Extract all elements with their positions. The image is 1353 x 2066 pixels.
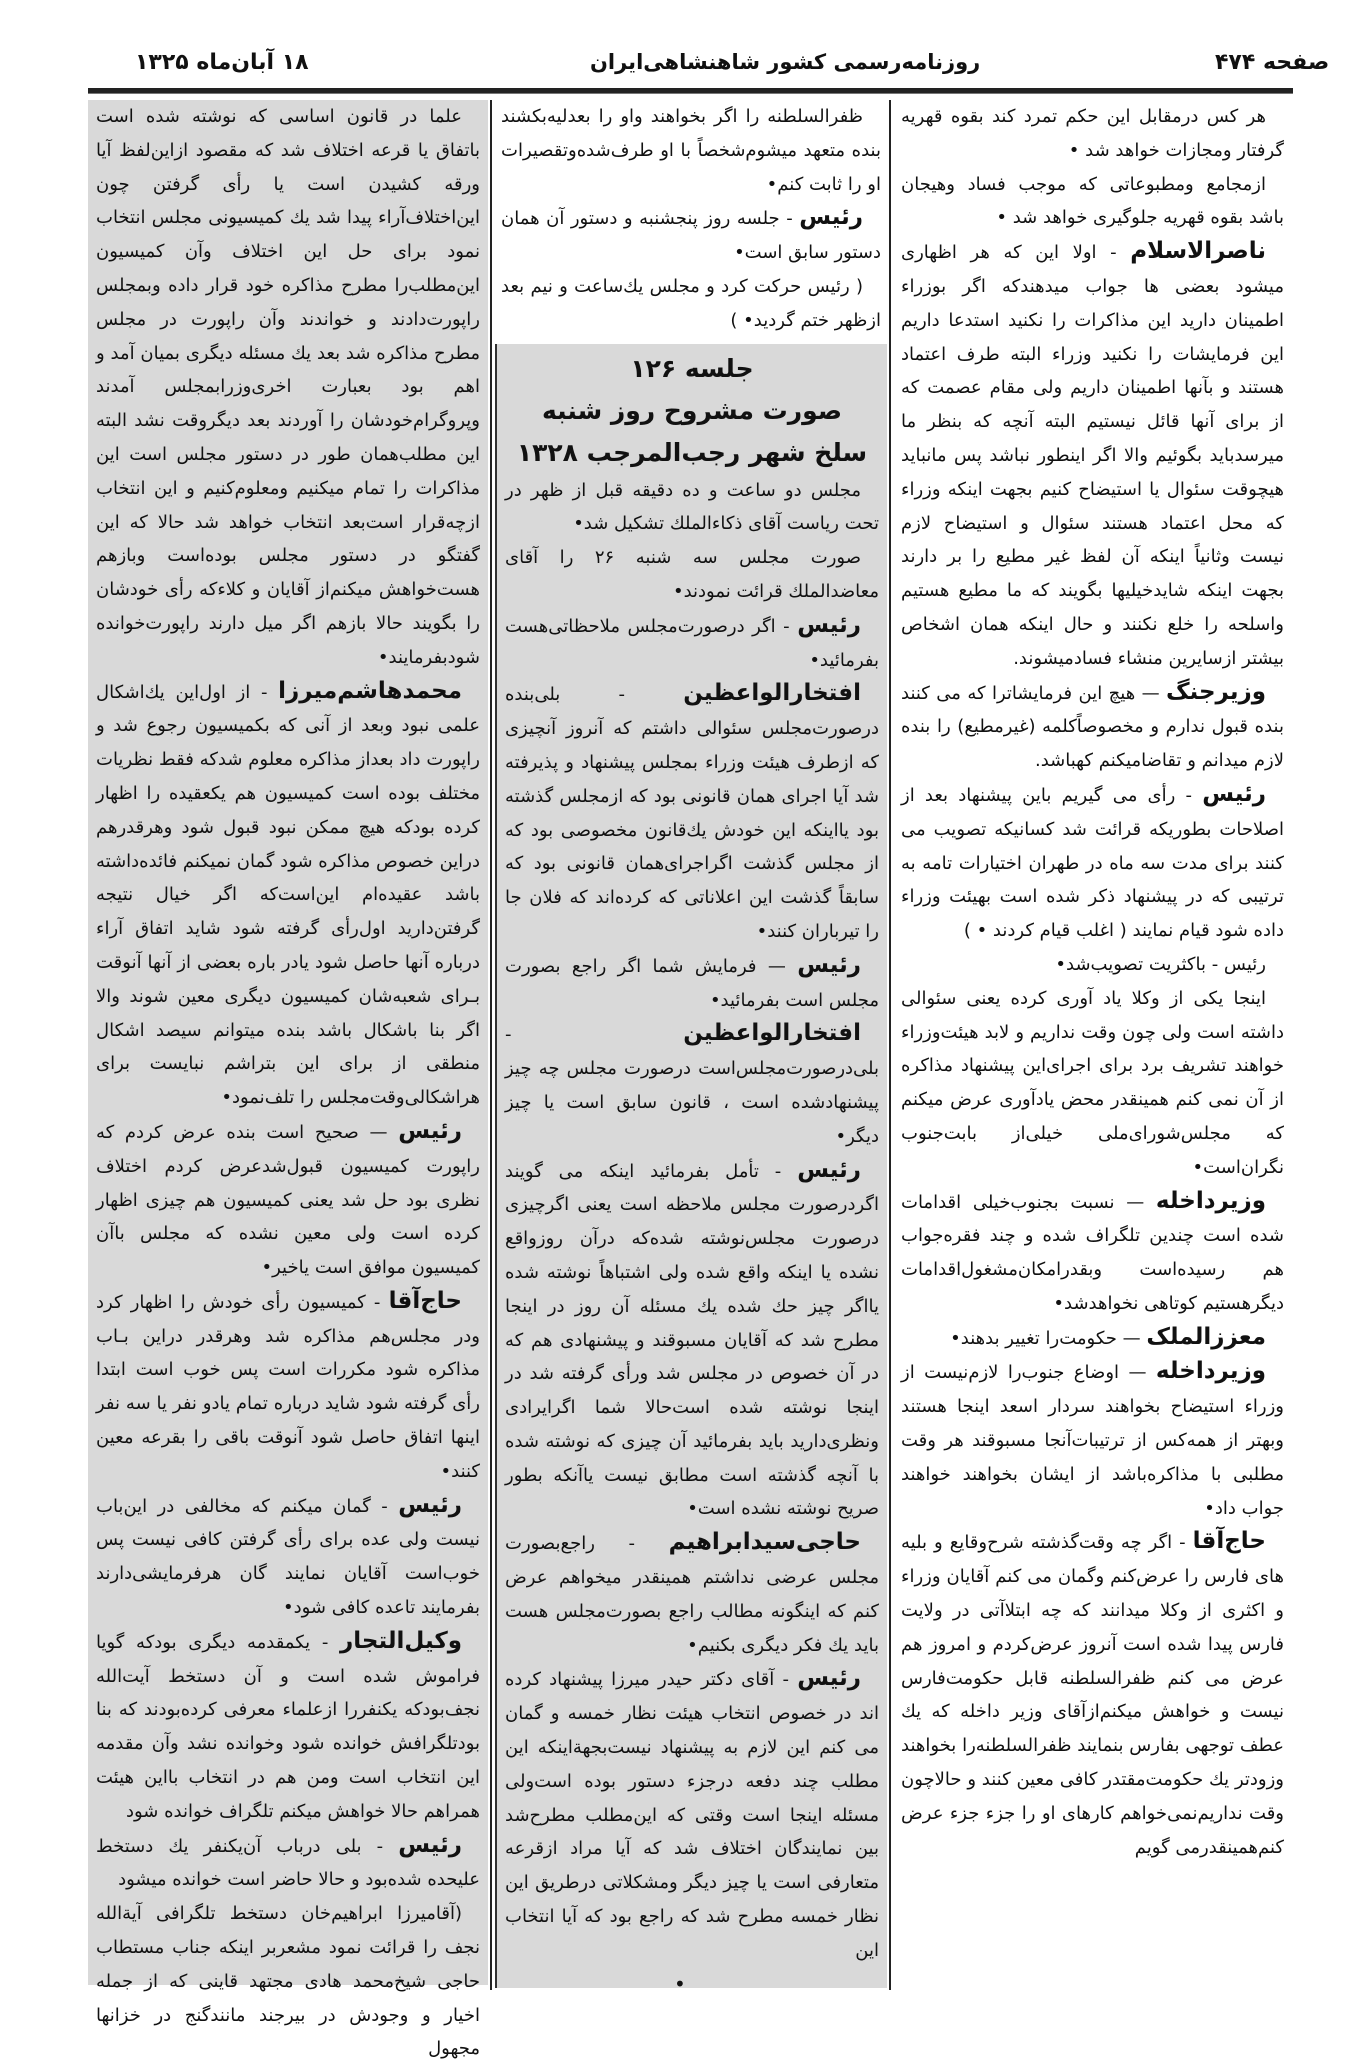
paragraph-text: - اولا این که هر اظهاری میشود بعضی ها جواب میدهندکه اگر بوزراء اطمینان دارید این مذاکرات را نکنید استدعا داریم این فرمایشات را نکنید وزراء البته طرف اعتماد هستند و بآنها اطمینان داریم ولی مقام عصمت که از برای آنها قائل نیستیم البته آنچه که بنظر ما میرسدباید بگوئیم والا اگر اینطور نباشد پس مانباید هیچوقت سئوال یا استیضاح کنیم بجهت اینکه وزراء که محل اعتماد هستند سئوال و استیضاح لازم نیست وثانیاً اینکه آن لفظ غیر مطیع را بر دارند بجهت اینکه شایدخیلیها بگویند که ما مطیع هستیم واسلحه را خلع نکنند و حال اینکه همان اشخاص بیشتر ازسایرین منشاء فسادمیشوند.: [901, 242, 1284, 669]
paragraph-text: ازمجامع ومطبوعاتی که موجب فساد وهیجان باشد بقوه قهریه جلوگیری خواهد شد •: [901, 173, 1284, 229]
paragraph: [505, 1662, 879, 1967]
paragraph-text: - بلی‌بنده درصورت‌مجلس سئوالی داشتم که آنروز آنچیزی که ازطرف هیئت وزراء بمجلس پیشنهاد و پذیرفته شد آیا اجرای همان قانونی بود که ازمجلس گذشته بود یااینکه این خودش یك‌قانون مخصوصی بود که از مجلس گذشت اگراجرای‌همان قانونی بود که سابقاً گذشت این اعلاناتی که کرده‌اند که فلان جا را تیرباران کنند•: [505, 684, 879, 942]
paragraph-text: - بلی‌درصورت‌مجلس‌است درصورت مجلس چه چیز پیشنهادشده است ، قانون سابق است یا چیز دیگر•: [505, 1024, 879, 1147]
paragraph-text: اینجا یکی از وکلا یاد آوری کرده یعنی سئوالی داشته است ولی چون وقت نداریم و لابد هیئت‌وزراء خواهند تشریف برد برای اجرای‌این پیشنهاد مذاکره از آن نمی کنم همینقدر محض یادآوری عرض میکنم که مجلس‌شورای‌ملی خیلی‌از بابت‌جنوب نگران‌است•: [901, 987, 1284, 1178]
paragraph-text: - اگر درصورت‌مجلس ملاحظاتی‌هست بفرمائید•: [505, 615, 879, 671]
paragraph: [96, 1285, 480, 1489]
speaker-name: وزیرجنگ: [1166, 678, 1266, 705]
paragraph-text: علما در قانون اساسی که نوشته شده است باتفاق یا قرعه اختلاف شد که مقصود ازاین‌لفظ آیا ورقه کشیدن است یا رأی گرفتن چون این‌اختلاف‌آراء پیدا شد یك کمیسیونی مجلس انتخاب نمود برای حل این اختلاف وآن کمیسیون این‌مطلب‌را مطرح مذاکره خود قرار داده وبمجلس راپورت‌دادند و خواندند وآن راپورت در مجلس مطرح مذاکره شد بعد یك مسئله دیگری بمیان آمد و اهم بود بعبارت اخری‌وزرابمجلس آمدند وپروگرام‌خودشان را آوردند بعد دیگروقت نشد البته این مطلب‌همان طور در دستور مجلس است این مذاکرات را تمام میکنیم ومعلوم‌کنیم و این انتخاب ازچه‌قرار است‌بعد انتخاب خواهد شد حالا که این گفتگو در دستور مجلس بوده‌است وبازهم هست‌خواهش میکنم‌از آقایان و کلاءکه رأی خودشان را بگویند حالا بازهم اگر میل دارند راپورت‌خوانده شودبفرمایند•: [96, 106, 480, 668]
paragraph: [96, 1625, 480, 1829]
speaker-name: وزیرداخله: [1155, 1358, 1266, 1385]
paragraph-text: - از اول‌این یك‌اشکال علمی نبود وبعد از آنی که بکمیسیون رجوع شد و راپورت داد بعداز مذاکره معلوم شدکه فقط نظریات مختلف بوده است کمیسیون هم یکعقیده را اظهار کرده بودکه هیچ ممکن نبود قبول شود وهرقدرهم دراین خصوص مذاکره شود گمان نمیکنم فائده‌داشته باشد عقیده‌ام این‌است‌که اگر خیال نتیجه گرفتن‌دارید اول‌رأی گرفته شود شاید اتفاق آراء درباره آنها حاصل شود یادر باره بعضی از آنها آنوقت بـرای شعبه‌شان کمیسیون دیگری معین شوند والا اگر بنا باشکال باشد بنده میتوانم سیصد اشکال منطقی از برای این بتراشم نبایست برای هراشکالی‌وقت‌مجلس را تلف‌نمود•: [95, 681, 480, 1109]
paragraph-text: ( رئیس حرکت کرد و مجلس یك‌ساعت و نیم بعد ازظهر ختم گردید• ): [501, 275, 881, 331]
newspaper-title: روزنامه‌رسمی کشور شاهنشاهی‌ایران: [590, 50, 981, 74]
paragraph: [901, 100, 1284, 168]
speaker-name: رئیس: [398, 1117, 462, 1144]
paragraph: [501, 201, 881, 270]
paragraph-text: — صحیح است بنده عرض کردم که راپورت کمیسیون قبول‌شدعرض کردم اختلاف نظری بود حل شد یعنی کمیسیون هم چیزی اظهار کرده است ولی معین نشده که مجلس باآن کمیسیون موافق است یاخیر•: [96, 1121, 480, 1279]
paragraph: [901, 676, 1284, 778]
speaker-name: رئیس: [797, 1665, 861, 1692]
paragraph: [96, 100, 480, 675]
middle-top-section: [495, 100, 887, 338]
speaker-name: وکیل‌التجار: [340, 1627, 462, 1654]
session-126-section: [495, 344, 887, 1988]
paragraph-text: مجلس دو ساعت و ده دقیقه قبل از ظهر در تحت ریاست آقای ذکاء‌الملك تشکیل شد•: [505, 479, 879, 535]
paragraph: [505, 1154, 879, 1527]
column-divider: [889, 100, 891, 1990]
paragraph: [505, 541, 879, 609]
paragraph-text: (آقامیرزا ابراهیم‌خان دستخط تلگرافی آیةالله نجف را قرائت نمود مشعربر اینکه جناب مستطاب حاجی شیخ‌محمد هادی مجتهد قاینی که از جمله اخیار و وجودش در بیرجند مانندگنج در خزانها مجهول: [96, 1903, 480, 2060]
session-date: سلخ شهر رجب‌المرجب ۱۳۲۸: [516, 437, 868, 467]
paragraph: [901, 1185, 1284, 1321]
paragraph: [501, 100, 881, 201]
paragraph: [505, 1526, 879, 1662]
paragraph: [96, 1489, 480, 1625]
speaker-name: رئیس: [797, 611, 861, 638]
paragraph-text: رئیس - باکثریت تصویب‌شد•: [1055, 953, 1266, 975]
speaker-name: حاج‌آقا: [1192, 1528, 1266, 1555]
paragraph: [505, 474, 879, 542]
paragraph: [901, 235, 1284, 675]
paragraph: [505, 949, 879, 1018]
paragraph-text: - راجع‌بصورت مجلس عرضی نداشتم همینقدر میخواهم عرض کنم که اینگونه مطالب راجع بصورت‌مجلس هست باید یك فکر دیگری بکنیم•: [505, 1533, 879, 1656]
paragraph: [901, 948, 1284, 982]
speaker-name: محمدهاشم‌میرزا: [278, 677, 462, 704]
paragraph-text: — اوضاع جنوب‌را لازم‌نیست از وزراء استیضاح بخواهند سردار اسعد اینجا هستند وبهتر از همه‌کس از ترتیبات‌آنجا مسبوقند هر وقت مطلبی با مذاکره‌باشد از ایشان بخواهند خواهند جواب داد•: [901, 1362, 1284, 1519]
speaker-name: رئیس: [797, 951, 861, 978]
column-middle: [495, 100, 887, 1990]
speaker-name: وزیرداخله: [1155, 1187, 1266, 1214]
column-right: [895, 100, 1290, 1990]
paragraph-text: هر کس درمقابل این حکم تمرد کند بقوه قهریه گرفتار ومجازات خواهد شد •: [901, 106, 1284, 161]
paragraph-text: - گمان میکنم که مخالفی در این‌باب نیست ولی عده برای رأی گرفتن کافی نیست پس خوب‌است آقایان نمایند گان هرفرمایشی‌دارند بفرمایند تاعده کافی شود•: [96, 1495, 480, 1619]
paragraph: [505, 609, 879, 678]
paragraph: [901, 1525, 1284, 1864]
paragraph: [96, 1115, 480, 1285]
speaker-name: رئیس: [398, 1831, 462, 1858]
paragraph-text: - آقای دکتر حیدر میرزا پیشنهاد کرده اند در خصوص انتخاب هیئت نظار خمسه و گمان می کنم این لازم به پیشنهاد نیست‌بجهة‌اینکه این مطلب چند دفعه درجزء دستور بوده است‌ولی مسئله اینجا است وقتی که این‌مطلب مطرح‌شد بین نمایندگان اختلاف شد که آیا مراد ازقرعه متعارفی است یا چیز دیگر ومشکلاتی درطریق این نظار خمسه مطرح شد که راجع بود که آیا انتخاب این: [505, 1669, 879, 1961]
paragraph: [901, 778, 1284, 948]
paragraph-text: - کمیسیون رأی خودش را اظهار کرد ودر مجلس‌هم مذاکره شد وهرقدر دراین بـاب مذاکره شود مکررات است پس خوب است ابتدا رأی گرفته شود شاید درباره تمام یادو نفر یا سه نفر اینها اتفاق حاصل شود آنوقت باقی را بقرعه معین کنند•: [96, 1291, 480, 1482]
page-number: صفحه ۴۷۴: [1215, 50, 1330, 75]
speaker-name: معززالملک: [1146, 1323, 1266, 1350]
speaker-name: افتخارالواعظین: [683, 680, 861, 707]
paragraph-text: ظفرالسلطنه را اگر بخواهند واو را بعدلیه‌بکشند بنده متعهد میشوم‌شخصاً با او طرف‌شده‌وتقصیرات او را ثابت کنم•: [501, 106, 881, 195]
column-left: [88, 100, 488, 2060]
paragraph-text: — فرمایش شما اگر راجع بصورت مجلس است بفرمائید•: [505, 955, 879, 1011]
paragraph: [505, 677, 879, 948]
paragraph: [901, 982, 1284, 1185]
paragraph-text: - اگر چه وقت‌گذشته شرح‌وقایع و بلیه های فارس را عرض‌کنم وگمان می کنم آقایان وزراء و اکثری از وکلا میدانند که چه ابتلاآتی در ولایت فارس پیدا شده است آنروز عرض‌کردم و امروز هم عرض می کنم ظفرالسلطنه قابل حکومت‌فارس نیست و خواهش میکنم‌ازآقای وزیر داخله که یك عطف توجهی بفارس بنمایند ظفرالسلطنه‌را بخواهند وزودتر یك حکومت‌مقتدر کافی معین کنند و حالاچون وقت نداریم‌نمی‌خواهم کارهای او را جزء جزء عرض کنم‌همینقدرمی گویم: [901, 1532, 1284, 1858]
paragraph: [96, 1829, 480, 1898]
paragraph-text: - بلی درباب آن‌یکنفر یك دستخط علیحده شده‌بود و حالا حاضر است خوانده میشود: [96, 1835, 480, 1891]
paragraph: [901, 1321, 1284, 1356]
paragraph-text: - جلسه روز پنجشنبه و دستور آن همان دستور سابق است•: [501, 208, 881, 264]
paragraph-text: — حکومت‌را تغییر بدهند•: [950, 1327, 1147, 1349]
paragraph-text: — نسبت بجنوب‌خیلی اقدامات شده است چندین تلگراف شده و چند فقره‌جواب هم رسیده‌است وبقدرامکان‌مشغول‌اقدامات دیگرهستیم کوتاهی نخواهدشد•: [901, 1191, 1284, 1314]
session-subtitle: صورت مشروح روز شنبه: [542, 395, 842, 425]
header-rule: [88, 88, 1293, 94]
paragraph: [901, 168, 1284, 236]
paragraph: [96, 1897, 480, 2066]
column-divider: [490, 100, 492, 1990]
speaker-name: رئیس: [799, 204, 863, 231]
speaker-name: حاجی‌سیدابراهیم: [668, 1529, 861, 1556]
session-body: [505, 474, 879, 1968]
paragraph: [96, 675, 480, 1115]
session-number: جلسه ۱۲۶: [630, 353, 754, 383]
paragraph-text: - رأی می گیریم باین پیشنهاد بعد از اصلاحات بطوریکه قرائت شد کسانیکه تصویب می کنند برای مدت سه ماه در طهران اختیارات تامه به ترتیبی که در پیشنهاد ذکر شده است بهیئت وزراء داده شود قیام نمایند ( اغلب قیام کردند • ): [901, 784, 1284, 942]
paragraph-text: - یکمقدمه دیگری بودکه گویا فراموش شده است و آن دستخط آیت‌الله نجف‌بودکه یکنفررا ازعلماء معرفی کرده‌بودند که بنا بودتلگرافش خوانده شود وخوانده نشد وآن مقدمه این انتخاب است ومن هم در انتخاب بااین هیئت همراهم حالا خواهش میکنم تلگراف خوانده شود: [96, 1631, 480, 1822]
speaker-name: رئیس: [1202, 780, 1266, 807]
speaker-name: ناصرالاسلام: [1130, 238, 1266, 265]
issue-date: ۱۸ آبان‌ماه ۱۳۲۵: [135, 50, 309, 75]
paragraph-text: صورت مجلس سه شنبه ۲۶ را آقای معاضدالملك قرائت نمودند•: [505, 547, 879, 602]
speaker-name: افتخارالواعظین: [683, 1020, 861, 1047]
speaker-name: رئیس: [398, 1491, 462, 1518]
paragraph: [501, 270, 881, 338]
paragraph-text: — هیچ این فرمایشاترا که می کنند بنده قبول ندارم و مخصوصاًکلمه (غیرمطیع) را بنده لازم میدانم و تقاضامیکنم کهباشد.: [901, 682, 1284, 772]
speaker-name: رئیس: [797, 1156, 861, 1183]
speaker-name: حاج‌آقا: [388, 1287, 462, 1314]
paragraph: [901, 1355, 1284, 1525]
footer-mark: •: [674, 1972, 686, 1996]
paragraph: [505, 1017, 879, 1153]
paragraph-text: - تأمل بفرمائید اینکه می گویند اگردرصورت مجلس ملاحظه است یعنی اگرچیزی درصورت مجلس‌نوشته شده‌که درآن روزواقع نشده یا اینکه واقع شده ولی اشتباهاً نوشته شده یااگر چیز حك شده یك مسئله آن روز در اینجا مطرح شد که آقایان مسبوقند و پیشنهادی هم که در آن خصوص در مجلس شد ورأی گرفته شد در اینجا نوشته شده است‌حالا شما اگرایرادی ونظری‌دارید باید بفرمائید آن چیزی که نوشته شده با آنچه گذشته است مطابق نیست یاآنکه بطور صریح نوشته نشده است•: [505, 1160, 879, 1520]
